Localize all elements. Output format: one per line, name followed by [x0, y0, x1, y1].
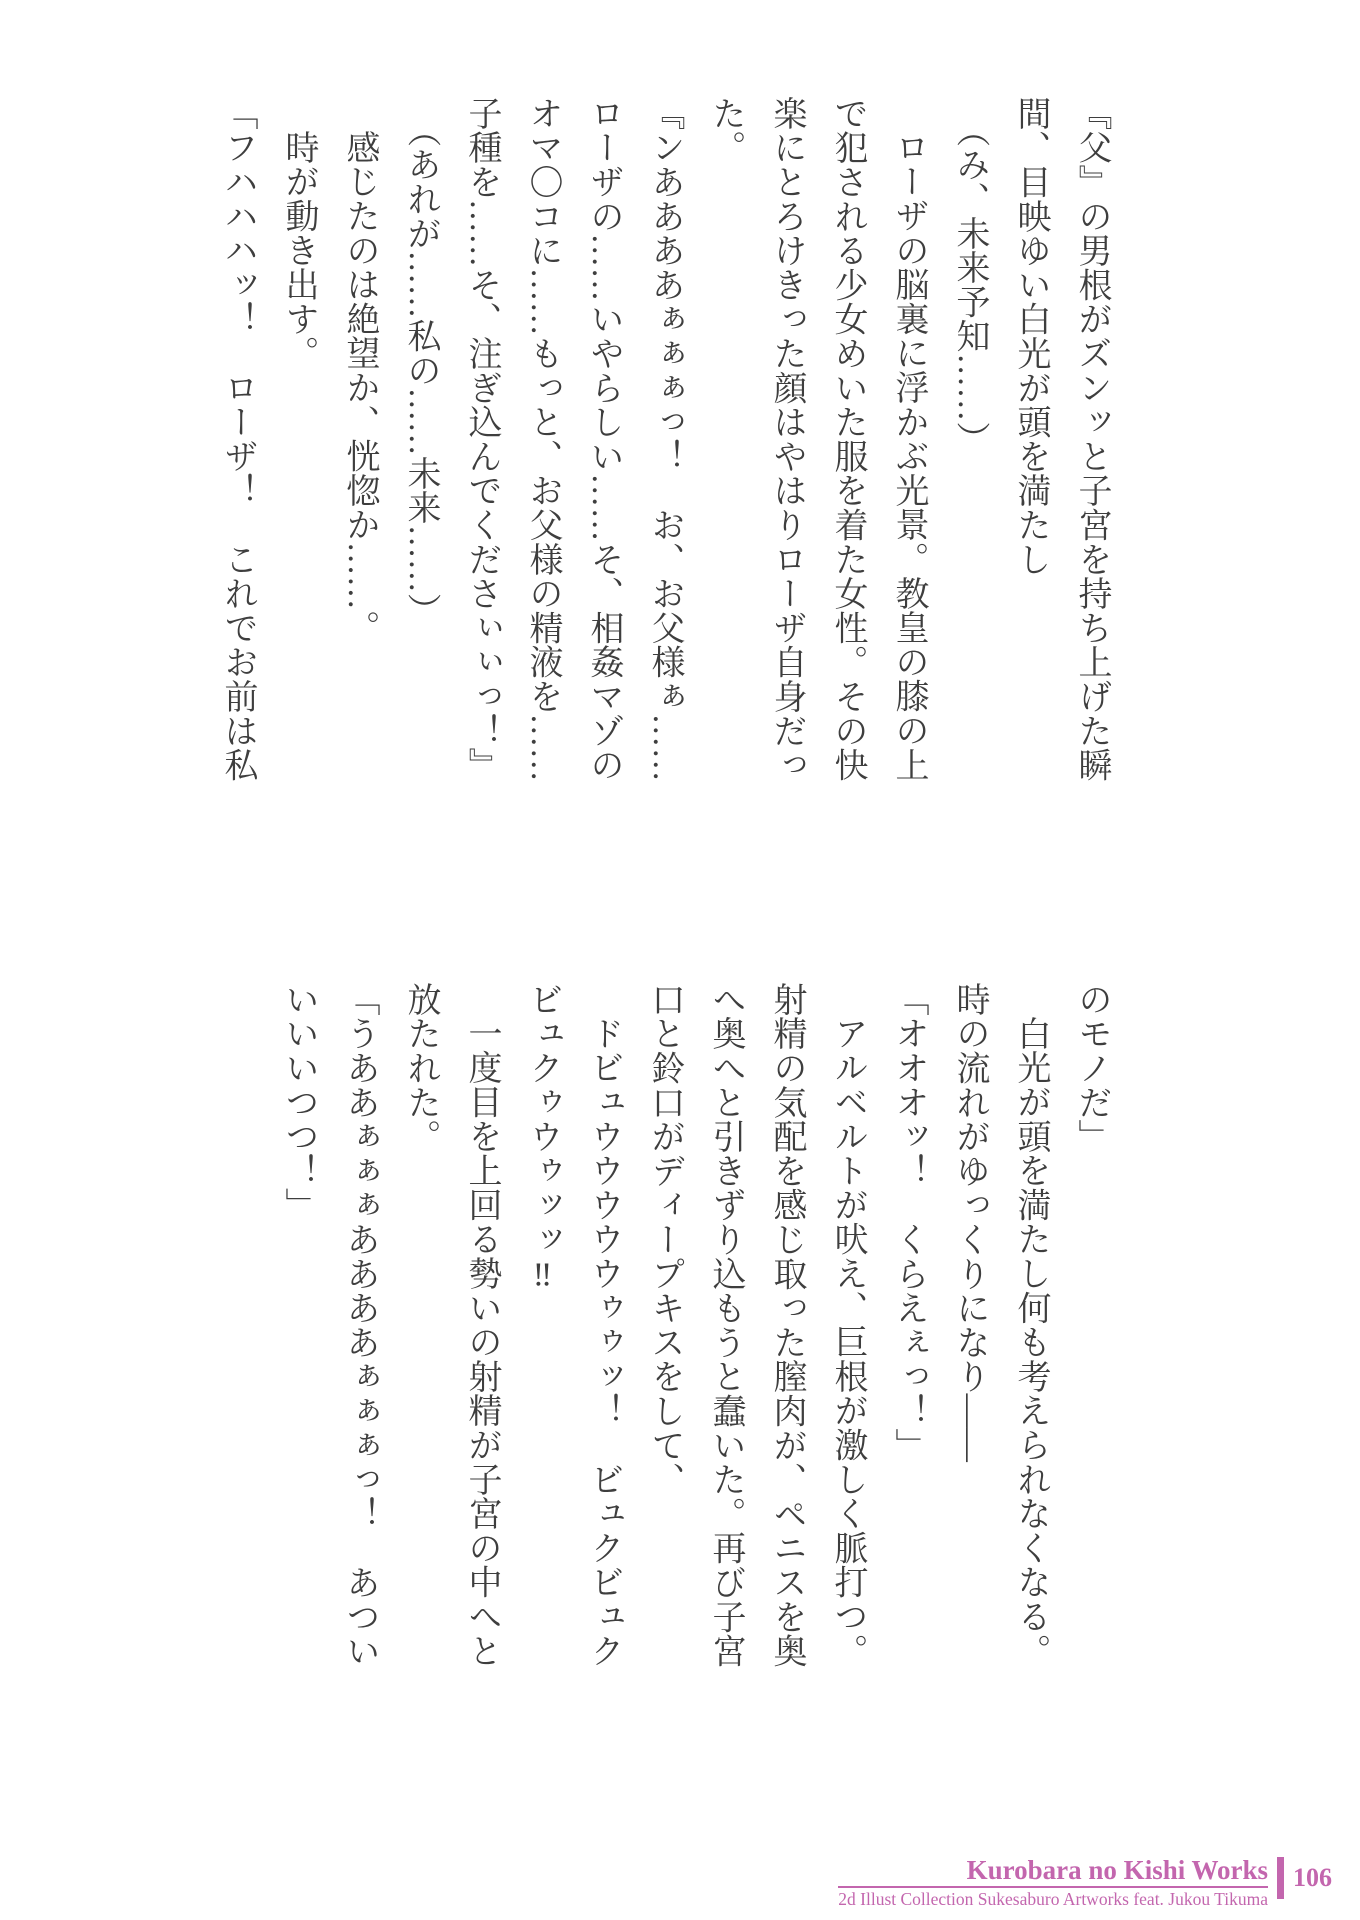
footer-accent-bar	[1277, 1857, 1284, 1899]
text-line: いいいつつ！」	[280, 982, 317, 1223]
text-line: （あれが……私の……未来……）	[402, 113, 439, 628]
text-line: 子種を……そ、注ぎ込んでくださぃぃっ！』	[463, 96, 500, 782]
text-line: 「うああぁぁぁああああぁぁぁっ！ あつい	[341, 982, 378, 1668]
text-line: ローザの脳裏に浮かぶ光景。教皇の膝の上	[890, 130, 927, 782]
text-line: 一度目を上回る勢いの射精が子宮の中へと	[463, 1016, 500, 1668]
text-line: のモノだ」	[1073, 982, 1110, 1154]
footer-text-group	[838, 1856, 1268, 1909]
text-line: オマ〇コに……もっと、お父様の精液を……	[524, 96, 561, 782]
text-line: ドビュウウウウウゥゥッ！ ビュクビュク	[585, 1016, 622, 1668]
text-line: 時が動き出す。	[280, 130, 317, 371]
text-line: 射精の気配を感じ取った膣肉が、ペニスを奥	[768, 982, 805, 1668]
text-line: 間、目映ゆい白光が頭を満たし	[1012, 96, 1049, 577]
text-line: 放たれた。	[402, 982, 439, 1154]
footer-series-title: Kurobara no Kishi Works	[966, 1855, 1268, 1885]
footer-divider-line	[838, 1886, 1268, 1888]
text-line: 『ンああああぁぁぁっ！ お、お父様ぁ……	[646, 96, 683, 782]
text-line: へ奥へと引きずり込もうと蠢いた。再び子宮	[707, 982, 744, 1668]
text-line: アルベルトが吠え、巨根が激しく脈打つ。	[829, 1016, 866, 1668]
text-line: 感じたのは絶望か、恍惚か……。	[341, 130, 378, 645]
page-number: 106	[1293, 1863, 1332, 1892]
text-line: 白光が頭を満たし何も考えられなくなる。	[1012, 1016, 1049, 1668]
text-line: で犯される少女めいた服を着た女性。その快	[829, 96, 866, 782]
footer-subtitle: 2d Illust Collection Sukesaburo Artworks feat. Jukou Tikuma	[838, 1889, 1268, 1910]
text-line: 『父』の男根がズンッと子宮を持ち上げた瞬	[1073, 96, 1110, 782]
text-line: 口と鈴口がディープキスをして、	[646, 982, 683, 1497]
top-text-block	[207, 96, 1122, 786]
text-line: た。	[707, 96, 744, 165]
footer	[838, 1856, 1332, 1909]
text-line: 時の流れがゆっくりになり――	[951, 982, 988, 1463]
text-line: ビュクゥウゥッッ‼	[524, 982, 561, 1294]
text-line: （み、未来予知……）	[951, 113, 988, 456]
text-line: ローザの……いやらしい……そ、相姦マゾの	[585, 96, 622, 782]
text-line: 「オオオッ！ くらえぇっ！」	[890, 982, 927, 1463]
text-line: 楽にとろけきった顔はやはりローザ自身だっ	[768, 96, 805, 782]
text-line: 「フハハハッ！ ローザ！ これでお前は私	[219, 96, 256, 782]
bottom-text-block	[268, 982, 1122, 1672]
